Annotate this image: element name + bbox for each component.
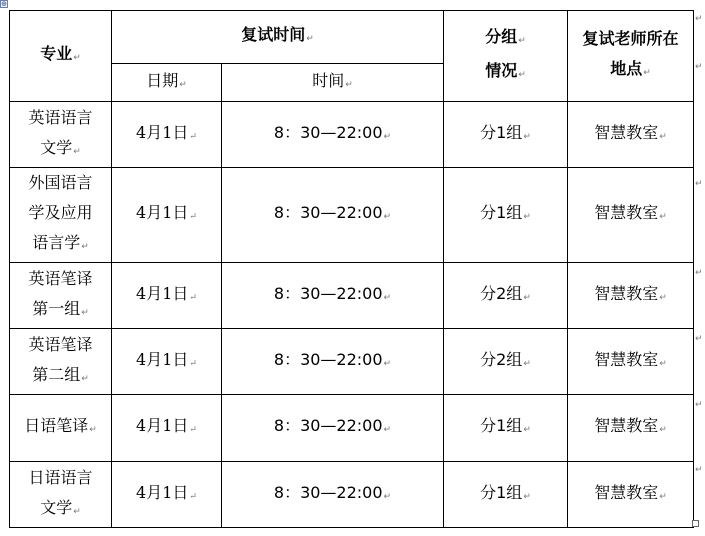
cell-end-mark: ↵: [643, 68, 651, 78]
cell-end-mark: ↵: [306, 34, 314, 44]
cell-date: [112, 462, 222, 528]
cell-room-value: 智慧教室: [594, 203, 659, 222]
cell-end-mark: ↵: [523, 358, 531, 369]
major-line: 第二组: [32, 364, 81, 384]
major-line: 英语语言: [28, 107, 93, 127]
cell-major: [10, 462, 112, 528]
table-row: [10, 462, 694, 528]
header-time-group-label: 复试时间: [241, 25, 306, 44]
major-line: 英语笔译: [28, 334, 93, 354]
header-time-label: 时间: [312, 70, 345, 90]
header-group-line2: 情况: [485, 61, 518, 80]
cell-room: [568, 395, 694, 462]
cell-group: [444, 395, 568, 462]
cell-end-mark: ↵: [383, 358, 392, 369]
cell-date-value: 4月1日: [136, 122, 189, 142]
cell-end-mark: ↵: [659, 292, 667, 303]
row-end-mark: ↵: [695, 179, 703, 189]
major-line: 语言学: [32, 233, 81, 252]
cell-room: [568, 168, 694, 263]
cell-end-mark: ↵: [659, 491, 667, 502]
row-end-mark: ↵: [695, 14, 703, 24]
cell-end-mark: ↵: [73, 53, 81, 63]
cell-end-mark: ↵: [383, 425, 392, 435]
cell-end-mark: ↵: [89, 425, 97, 435]
cell-time: [222, 329, 444, 395]
table-body: [10, 102, 694, 528]
cell-end-mark: ↵: [659, 358, 667, 369]
table-resize-handle[interactable]: [692, 520, 699, 527]
cell-room: [568, 263, 694, 329]
cell-major: [10, 263, 112, 329]
cell-date-value: 4月1日: [136, 416, 189, 435]
cell-room-value: 智慧教室: [594, 416, 659, 435]
cell-group: [444, 102, 568, 168]
interview-schedule-table: [9, 10, 694, 528]
cell-end-mark: ↵: [659, 425, 667, 435]
table-move-handle[interactable]: ⊕: [1, 0, 7, 8]
row-end-mark: ↵: [695, 400, 703, 410]
header-group: [444, 11, 568, 102]
major-line: 外国语言: [28, 173, 93, 192]
cell-time-value: 8：30—22:00: [273, 283, 383, 303]
cell-end-mark: ↵: [383, 131, 392, 142]
cell-time-value: 8：30—22:00: [273, 482, 383, 502]
row-end-mark: ↵: [695, 62, 703, 72]
cell-end-mark: ↵: [179, 79, 187, 90]
header-location-line1: 复试老师所在: [582, 29, 679, 48]
cell-major: [10, 102, 112, 168]
cell-end-mark: ↵: [81, 373, 89, 384]
cell-major: [10, 395, 112, 462]
cell-time: [222, 395, 444, 462]
cell-end-mark: ↵: [523, 131, 531, 142]
cell-end-mark: ↵: [73, 506, 81, 517]
cell-date-value: 4月1日: [136, 349, 189, 369]
cell-group: [444, 462, 568, 528]
cell-end-mark: ↵: [189, 425, 197, 435]
cell-group-value: 分2组: [480, 283, 523, 303]
cell-group: [444, 329, 568, 395]
header-time: [222, 64, 444, 102]
major-line: 日语笔译: [24, 416, 89, 435]
header-location: [568, 11, 694, 102]
header-group-line1: 分组: [485, 27, 518, 46]
header-date: [112, 64, 222, 102]
cell-room-value: 智慧教室: [594, 122, 659, 142]
major-line: 日语语言: [28, 467, 93, 487]
cell-group-value: 分1组: [480, 482, 523, 502]
cell-end-mark: ↵: [523, 425, 531, 435]
header-major-label: 专业: [40, 44, 73, 63]
cell-date: [112, 102, 222, 168]
table-row: [10, 395, 694, 462]
header-date-label: 日期: [146, 70, 179, 90]
cell-time-value: 8：30—22:00: [273, 416, 383, 435]
cell-room-value: 智慧教室: [594, 349, 659, 369]
cell-room: [568, 329, 694, 395]
major-line: 英语笔译: [28, 268, 93, 288]
cell-date: [112, 395, 222, 462]
cell-time: [222, 102, 444, 168]
table-row: [10, 263, 694, 329]
cell-end-mark: ↵: [518, 36, 526, 46]
cell-end-mark: ↵: [523, 212, 531, 222]
table-row: [10, 102, 694, 168]
cell-time: [222, 263, 444, 329]
cell-end-mark: ↵: [383, 292, 392, 303]
major-line: 学及应用: [28, 203, 93, 222]
cell-end-mark: ↵: [659, 212, 667, 222]
cell-time-value: 8：30—22:00: [273, 203, 383, 222]
row-end-mark: ↵: [695, 465, 703, 475]
cell-room-value: 智慧教室: [594, 482, 659, 502]
cell-group: [444, 263, 568, 329]
table-row: [10, 329, 694, 395]
cell-date: [112, 263, 222, 329]
cell-time-value: 8：30—22:00: [273, 122, 383, 142]
table-row: [10, 168, 694, 263]
cell-time-value: 8：30—22:00: [273, 349, 383, 369]
cell-end-mark: ↵: [189, 491, 197, 502]
cell-group: [444, 168, 568, 263]
cell-end-mark: ↵: [523, 292, 531, 303]
cell-group-value: 分1组: [480, 122, 523, 142]
major-line: 文学: [40, 137, 73, 157]
cell-end-mark: ↵: [73, 146, 81, 157]
cell-end-mark: ↵: [383, 212, 392, 222]
cell-date-value: 4月1日: [136, 203, 189, 222]
cell-date: [112, 329, 222, 395]
cell-end-mark: ↵: [189, 358, 197, 369]
cell-major: [10, 329, 112, 395]
row-end-mark: ↵: [695, 334, 703, 344]
cell-date-value: 4月1日: [136, 482, 189, 502]
cell-group-value: 分1组: [480, 416, 523, 435]
cell-end-mark: ↵: [81, 242, 89, 252]
cell-end-mark: ↵: [81, 307, 89, 318]
cell-end-mark: ↵: [189, 292, 197, 303]
header-row: [10, 11, 694, 64]
cell-room: [568, 462, 694, 528]
cell-date-value: 4月1日: [136, 283, 189, 303]
cell-end-mark: ↵: [659, 131, 667, 142]
header-time-group: [112, 11, 444, 64]
cell-room: [568, 102, 694, 168]
cell-end-mark: ↵: [345, 79, 353, 90]
cell-group-value: 分2组: [480, 349, 523, 369]
cell-date: [112, 168, 222, 263]
cell-end-mark: ↵: [518, 70, 526, 80]
cell-end-mark: ↵: [383, 491, 392, 502]
cell-time: [222, 168, 444, 263]
cell-end-mark: ↵: [523, 491, 531, 502]
header-major: [10, 11, 112, 102]
cell-end-mark: ↵: [189, 212, 197, 222]
row-end-mark: ↵: [695, 268, 703, 278]
cell-major: [10, 168, 112, 263]
cell-end-mark: ↵: [189, 131, 197, 142]
cell-group-value: 分1组: [480, 203, 523, 222]
major-line: 文学: [40, 497, 73, 517]
major-line: 第一组: [32, 298, 81, 318]
cell-room-value: 智慧教室: [594, 283, 659, 303]
cell-time: [222, 462, 444, 528]
header-location-line2: 地点: [610, 59, 643, 78]
